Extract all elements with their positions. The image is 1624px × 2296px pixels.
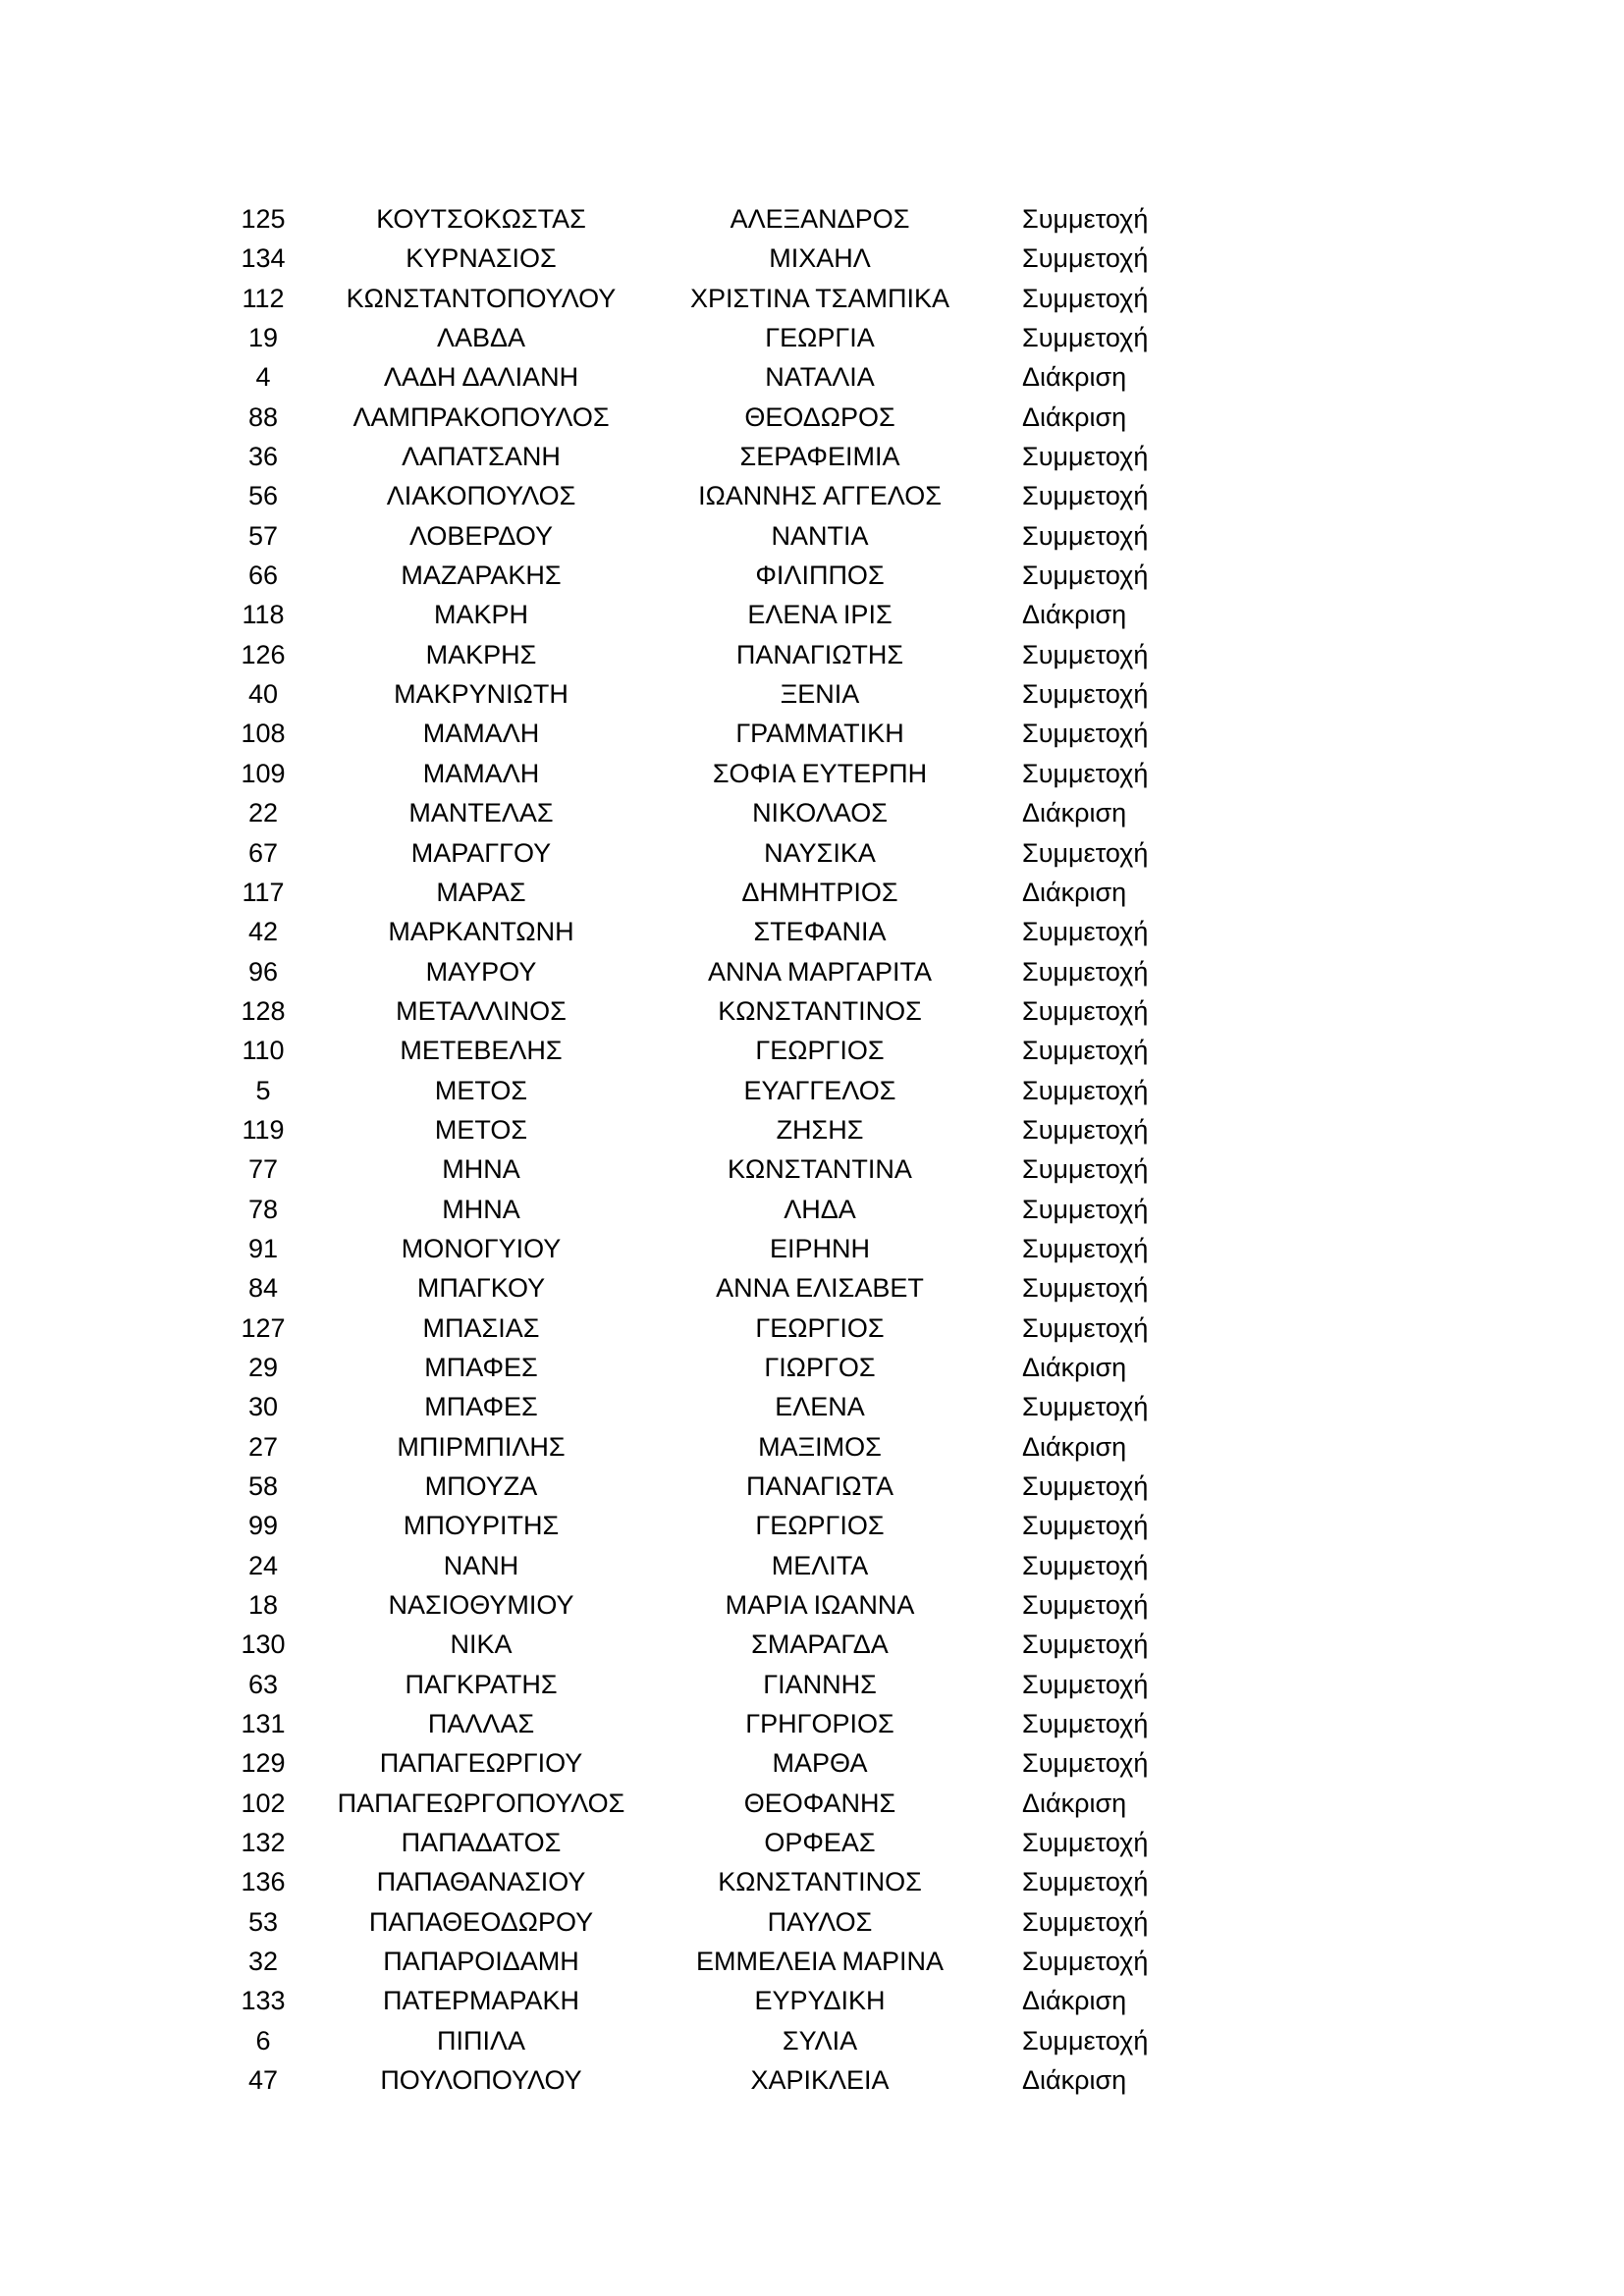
table-row xyxy=(0,1387,1624,1426)
participant-result: Συμμετοχή xyxy=(1022,1114,1149,1145)
participant-number: 78 xyxy=(247,1194,279,1224)
table-row xyxy=(0,833,1624,873)
participant-number: 42 xyxy=(247,917,279,947)
table-row xyxy=(0,357,1624,397)
table-row xyxy=(0,873,1624,912)
participant-first-name: ΓΕΩΡΓΙΟΣ xyxy=(755,1312,885,1343)
table-row xyxy=(0,199,1624,239)
participant-number: 127 xyxy=(241,1312,286,1343)
participant-number: 110 xyxy=(242,1036,285,1066)
participant-first-name: ΓΕΩΡΓΙΑ xyxy=(765,323,875,353)
participant-result: Συμμετοχή xyxy=(1022,1906,1149,1937)
table-row xyxy=(0,1071,1624,1110)
participant-first-name: ΝΑΥΣΙΚΑ xyxy=(764,837,876,868)
participant-first-name: ΠΑΝΑΓΙΩΤΗΣ xyxy=(735,639,904,669)
participant-surname: ΜΑΚΡΗΣ xyxy=(425,639,537,669)
participant-number: 136 xyxy=(241,1867,286,1897)
participant-first-name: ΓΡΗΓΟΡΙΟΣ xyxy=(745,1709,894,1739)
participant-result: Συμμετοχή xyxy=(1022,1194,1149,1224)
participant-result: Διάκριση xyxy=(1022,1788,1127,1818)
table-row xyxy=(0,516,1624,556)
participant-surname: ΜΠΟΥΡΙΤΗΣ xyxy=(403,1511,560,1541)
participant-surname: ΛΑΔΗ ΔΑΛΙΑΝΗ xyxy=(383,362,579,393)
participant-surname: ΜΑΖΑΡΑΚΗΣ xyxy=(401,561,562,591)
participant-first-name: ΓΕΩΡΓΙΟΣ xyxy=(755,1511,885,1541)
participant-result: Συμμετοχή xyxy=(1022,442,1149,472)
participant-surname: ΜΑΡΑΓΓΟΥ xyxy=(410,837,552,868)
participant-surname: ΝΙΚΑ xyxy=(450,1629,513,1660)
table-row xyxy=(0,912,1624,951)
participant-number: 36 xyxy=(247,442,279,472)
participant-first-name: ΣΜΑΡΑΓΔΑ xyxy=(751,1629,889,1660)
participant-surname: ΠΑΠΑΔΑΤΟΣ xyxy=(401,1828,562,1858)
participant-result: Διάκριση xyxy=(1022,1352,1127,1382)
participant-result: Συμμετοχή xyxy=(1022,1273,1149,1304)
participant-number: 130 xyxy=(241,1629,286,1660)
participant-surname: ΜΑΜΑΛΗ xyxy=(422,719,540,749)
participant-surname: ΠΙΠΙΛΑ xyxy=(436,2025,526,2056)
participant-result: Συμμετοχή xyxy=(1022,758,1149,788)
participant-first-name: ΓΡΑΜΜΑΤΙΚΗ xyxy=(735,719,904,749)
participant-number: 66 xyxy=(247,561,279,591)
participant-result: Συμμετοχή xyxy=(1022,1392,1149,1422)
participant-surname: ΠΑΠΑΓΕΩΡΓΟΠΟΥΛΟΣ xyxy=(337,1788,625,1818)
participant-result: Συμμετοχή xyxy=(1022,1036,1149,1066)
participant-first-name: ΝΑΝΤΙΑ xyxy=(771,520,869,551)
participant-surname: ΜΑΡΚΑΝΤΩΝΗ xyxy=(388,917,574,947)
participant-result: Διάκριση xyxy=(1022,798,1127,828)
participant-result: Συμμετοχή xyxy=(1022,1867,1149,1897)
participant-result: Συμμετοχή xyxy=(1022,1550,1149,1580)
participant-surname: ΠΑΓΚΡΑΤΗΣ xyxy=(405,1669,558,1699)
participant-number: 58 xyxy=(247,1471,279,1501)
participant-number: 40 xyxy=(247,679,279,710)
participant-surname: ΜΑΝΤΕΛΑΣ xyxy=(408,798,554,828)
participant-surname: ΠΑΠΑΓΕΩΡΓΙΟΥ xyxy=(379,1748,583,1779)
participant-number: 4 xyxy=(255,362,271,393)
participant-first-name: ΛΗΔΑ xyxy=(784,1194,856,1224)
table-row xyxy=(0,1229,1624,1268)
participant-first-name: ΕΙΡΗΝΗ xyxy=(769,1233,870,1263)
participant-surname: ΜΗΝΑ xyxy=(442,1154,520,1185)
participant-number: 119 xyxy=(242,1114,285,1145)
participant-first-name: ΘΕΟΔΩΡΟΣ xyxy=(744,401,895,432)
participant-result: Συμμετοχή xyxy=(1022,1947,1149,1977)
participant-first-name: ΕΥΑΓΓΕΛΟΣ xyxy=(743,1075,896,1105)
participant-result: Συμμετοχή xyxy=(1022,1828,1149,1858)
participant-number: 99 xyxy=(247,1511,279,1541)
participant-surname: ΚΥΡΝΑΣΙΟΣ xyxy=(406,243,557,274)
table-row xyxy=(0,674,1624,714)
participant-result: Συμμετοχή xyxy=(1022,283,1149,313)
participant-first-name: ΓΕΩΡΓΙΟΣ xyxy=(755,1036,885,1066)
table-row xyxy=(0,1942,1624,1981)
participant-first-name: ΘΕΟΦΑΝΗΣ xyxy=(743,1788,896,1818)
participant-surname: ΠΑΤΕΡΜΑΡΑΚΗ xyxy=(382,1986,580,2016)
table-row xyxy=(0,279,1624,318)
participant-surname: ΜΠΑΣΙΑΣ xyxy=(422,1312,540,1343)
participant-first-name: ΣΥΛΙΑ xyxy=(782,2025,858,2056)
participant-surname: ΜΟΝΟΓΥΙΟΥ xyxy=(401,1233,562,1263)
table-row xyxy=(0,952,1624,991)
participant-number: 6 xyxy=(255,2025,271,2056)
participant-surname: ΜΠΙΡΜΠΙΛΗΣ xyxy=(397,1431,566,1462)
participant-first-name: ΠΑΥΛΟΣ xyxy=(767,1906,873,1937)
participant-surname: ΠΑΠΑΘΑΝΑΣΙΟΥ xyxy=(376,1867,586,1897)
participant-result: Συμμετοχή xyxy=(1022,837,1149,868)
participant-number: 112 xyxy=(242,283,285,313)
table-row xyxy=(0,1743,1624,1783)
table-row xyxy=(0,1268,1624,1308)
table-row xyxy=(0,991,1624,1031)
table-row xyxy=(0,1784,1624,1823)
participant-surname: ΛΑΜΠΡΑΚΟΠΟΥΛΟΣ xyxy=(352,401,610,432)
participant-number: 57 xyxy=(247,520,279,551)
table-row xyxy=(0,318,1624,357)
participant-result: Συμμετοχή xyxy=(1022,719,1149,749)
participant-number: 126 xyxy=(241,639,286,669)
table-row xyxy=(0,714,1624,753)
participant-surname: ΜΑΥΡΟΥ xyxy=(425,956,537,987)
participant-first-name: ΑΝΝΑ ΕΛΙΣΑΒΕΤ xyxy=(716,1273,924,1304)
participant-first-name: ΖΗΣΗΣ xyxy=(776,1114,864,1145)
participant-result: Συμμετοχή xyxy=(1022,1075,1149,1105)
participant-first-name: ΣΟΦΙΑ ΕΥΤΕΡΠΗ xyxy=(712,758,928,788)
participant-first-name: ΧΡΙΣΤΙΝΑ ΤΣΑΜΠΙΚΑ xyxy=(690,283,949,313)
participant-surname: ΠΟΥΛΟΠΟΥΛΟΥ xyxy=(380,2065,582,2096)
participant-number: 91 xyxy=(247,1233,279,1263)
participant-surname: ΛΙΑΚΟΠΟΥΛΟΣ xyxy=(386,481,576,511)
participant-first-name: ΑΝΝΑ ΜΑΡΓΑΡΙΤΑ xyxy=(708,956,932,987)
participant-first-name: ΜΙΧΑΗΛ xyxy=(769,243,871,274)
table-row xyxy=(0,1862,1624,1901)
table-row xyxy=(0,1308,1624,1348)
table-row xyxy=(0,398,1624,437)
participant-surname: ΜΠΑΓΚΟΥ xyxy=(416,1273,546,1304)
participant-result: Συμμετοχή xyxy=(1022,2025,1149,2056)
participant-result: Συμμετοχή xyxy=(1022,204,1149,234)
participant-surname: ΜΗΝΑ xyxy=(442,1194,520,1224)
participant-number: 27 xyxy=(247,1431,279,1462)
participant-number: 132 xyxy=(241,1828,286,1858)
participant-number: 53 xyxy=(247,1906,279,1937)
participant-surname: ΜΑΜΑΛΗ xyxy=(422,758,540,788)
participant-number: 29 xyxy=(247,1352,279,1382)
participant-number: 56 xyxy=(247,481,279,511)
participant-result: Συμμετοχή xyxy=(1022,1748,1149,1779)
participant-result: Συμμετοχή xyxy=(1022,1233,1149,1263)
participant-first-name: ΑΛΕΞΑΝΔΡΟΣ xyxy=(730,204,910,234)
participant-result: Συμμετοχή xyxy=(1022,520,1149,551)
participant-result: Συμμετοχή xyxy=(1022,1154,1149,1185)
participant-result: Συμμετοχή xyxy=(1022,917,1149,947)
participant-result: Συμμετοχή xyxy=(1022,679,1149,710)
participant-surname: ΚΟΥΤΣΟΚΩΣΤΑΣ xyxy=(376,204,586,234)
participant-first-name: ΜΑΞΙΜΟΣ xyxy=(758,1431,882,1462)
participant-first-name: ΚΩΝΣΤΑΝΤΙΝΟΣ xyxy=(718,1867,922,1897)
table-row xyxy=(0,1981,1624,2020)
participant-surname: ΚΩΝΣΤΑΝΤΟΠΟΥΛΟΥ xyxy=(346,283,617,313)
table-row xyxy=(0,1149,1624,1189)
participant-number: 18 xyxy=(247,1590,279,1621)
participant-number: 63 xyxy=(247,1669,279,1699)
table-row xyxy=(0,635,1624,674)
participant-result: Συμμετοχή xyxy=(1022,481,1149,511)
participant-result: Συμμετοχή xyxy=(1022,1471,1149,1501)
participant-result: Συμμετοχή xyxy=(1022,995,1149,1026)
participant-first-name: ΜΑΡΙΑ ΙΩΑΝΝΑ xyxy=(725,1590,915,1621)
table-row xyxy=(0,1031,1624,1070)
participant-surname: ΜΑΚΡΥΝΙΩΤΗ xyxy=(394,679,568,710)
table-row xyxy=(0,1585,1624,1625)
participant-surname: ΜΕΤΑΛΛΙΝΟΣ xyxy=(396,995,567,1026)
table-row xyxy=(0,1110,1624,1149)
participant-first-name: ΧΑΡΙΚΛΕΙΑ xyxy=(750,2065,890,2096)
participant-number: 5 xyxy=(255,1075,271,1105)
participant-first-name: ΠΑΝΑΓΙΩΤΑ xyxy=(745,1471,894,1501)
participant-surname: ΜΕΤΕΒΕΛΗΣ xyxy=(400,1036,563,1066)
participant-first-name: ΔΗΜΗΤΡΙΟΣ xyxy=(741,877,898,907)
participant-number: 131 xyxy=(241,1709,286,1739)
participant-first-name: ΜΑΡΘΑ xyxy=(772,1748,868,1779)
participant-number: 67 xyxy=(247,837,279,868)
table-row xyxy=(0,556,1624,595)
participant-result: Διάκριση xyxy=(1022,600,1127,630)
participant-number: 47 xyxy=(247,2065,279,2096)
table-row xyxy=(0,1704,1624,1743)
participant-first-name: ΚΩΝΣΤΑΝΤΙΝΟΣ xyxy=(718,995,922,1026)
participant-surname: ΜΠΟΥΖΑ xyxy=(424,1471,538,1501)
participant-result: Συμμετοχή xyxy=(1022,1629,1149,1660)
table-row xyxy=(0,1625,1624,1664)
table-row xyxy=(0,2060,1624,2100)
participant-number: 117 xyxy=(242,877,285,907)
table-row xyxy=(0,437,1624,476)
participant-number: 19 xyxy=(247,323,279,353)
table-row xyxy=(0,1467,1624,1506)
table-row xyxy=(0,1546,1624,1585)
table-row xyxy=(0,1823,1624,1862)
participant-surname: ΝΑΣΙΟΘΥΜΙΟΥ xyxy=(388,1590,574,1621)
participant-number: 134 xyxy=(241,243,286,274)
participant-result: Διάκριση xyxy=(1022,1431,1127,1462)
participant-result: Συμμετοχή xyxy=(1022,1511,1149,1541)
participant-first-name: ΕΛΕΝΑ xyxy=(775,1392,865,1422)
participant-number: 109 xyxy=(241,758,286,788)
participant-result: Συμμετοχή xyxy=(1022,561,1149,591)
participant-result: Διάκριση xyxy=(1022,877,1127,907)
participant-number: 88 xyxy=(247,401,279,432)
participant-result: Συμμετοχή xyxy=(1022,243,1149,274)
participant-first-name: ΟΡΦΕΑΣ xyxy=(764,1828,876,1858)
participant-number: 133 xyxy=(241,1986,286,2016)
participant-result: Διάκριση xyxy=(1022,401,1127,432)
participant-number: 96 xyxy=(247,956,279,987)
participant-first-name: ΣΤΕΦΑΝΙΑ xyxy=(753,917,887,947)
participant-number: 129 xyxy=(241,1748,286,1779)
participant-first-name: ΣΕΡΑΦΕΙΜΙΑ xyxy=(739,442,900,472)
table-row xyxy=(0,1190,1624,1229)
participant-result: Συμμετοχή xyxy=(1022,1312,1149,1343)
participant-surname: ΜΑΡΑΣ xyxy=(436,877,526,907)
participant-number: 108 xyxy=(241,719,286,749)
participant-result: Συμμετοχή xyxy=(1022,639,1149,669)
table-row xyxy=(0,1427,1624,1467)
table-row xyxy=(0,1348,1624,1387)
participant-surname: ΜΑΚΡΗ xyxy=(433,600,529,630)
table-row xyxy=(0,595,1624,634)
participant-result: Διάκριση xyxy=(1022,362,1127,393)
participant-number: 32 xyxy=(247,1947,279,1977)
participant-first-name: ΕΥΡΥΔΙΚΗ xyxy=(754,1986,886,2016)
participant-first-name: ΕΜΜΕΛΕΙΑ ΜΑΡΙΝΑ xyxy=(695,1947,945,1977)
table-row xyxy=(0,239,1624,278)
participant-surname: ΠΑΠΑΡΟΙΔΑΜΗ xyxy=(383,1947,579,1977)
participant-number: 118 xyxy=(242,600,285,630)
participant-result: Διάκριση xyxy=(1022,2065,1127,2096)
participant-result: Διάκριση xyxy=(1022,1986,1127,2016)
participant-number: 84 xyxy=(247,1273,279,1304)
participant-first-name: ΝΑΤΑΛΙΑ xyxy=(765,362,875,393)
participant-result: Συμμετοχή xyxy=(1022,1590,1149,1621)
participant-number: 128 xyxy=(241,995,286,1026)
participant-surname: ΛΑΠΑΤΣΑΝΗ xyxy=(402,442,561,472)
participant-surname: ΜΠΑΦΕΣ xyxy=(424,1392,538,1422)
participant-number: 30 xyxy=(247,1392,279,1422)
participant-surname: ΝΑΝΗ xyxy=(443,1550,519,1580)
participant-surname: ΛΑΒΔΑ xyxy=(436,323,526,353)
participant-surname: ΜΕΤΟΣ xyxy=(434,1114,528,1145)
table-row xyxy=(0,2021,1624,2060)
table-row xyxy=(0,1902,1624,1942)
participant-first-name: ΓΙΩΡΓΟΣ xyxy=(764,1352,876,1382)
table-row xyxy=(0,476,1624,515)
participant-first-name: ΚΩΝΣΤΑΝΤΙΝΑ xyxy=(728,1154,912,1185)
participant-surname: ΛΟΒΕΡΔΟΥ xyxy=(408,520,554,551)
results-table xyxy=(0,199,1624,2101)
table-row xyxy=(0,1506,1624,1545)
participant-surname: ΜΠΑΦΕΣ xyxy=(424,1352,538,1382)
participant-first-name: ΦΙΛΙΠΠΟΣ xyxy=(755,561,885,591)
participant-first-name: ΙΩΑΝΝΗΣ ΑΓΓΕΛΟΣ xyxy=(698,481,942,511)
participant-number: 24 xyxy=(247,1550,279,1580)
table-row xyxy=(0,1665,1624,1704)
participant-result: Συμμετοχή xyxy=(1022,1669,1149,1699)
participant-first-name: ΜΕΛΙΤΑ xyxy=(771,1550,869,1580)
participant-first-name: ΞΕΝΙΑ xyxy=(780,679,860,710)
participant-result: Συμμετοχή xyxy=(1022,323,1149,353)
participant-surname: ΜΕΤΟΣ xyxy=(434,1075,528,1105)
participant-number: 102 xyxy=(241,1788,286,1818)
participant-surname: ΠΑΛΛΑΣ xyxy=(427,1709,535,1739)
participant-first-name: ΓΙΑΝΝΗΣ xyxy=(763,1669,877,1699)
table-row xyxy=(0,793,1624,832)
participant-number: 125 xyxy=(241,204,286,234)
participant-number: 77 xyxy=(247,1154,279,1185)
table-row xyxy=(0,754,1624,793)
participant-first-name: ΕΛΕΝΑ ΙΡΙΣ xyxy=(747,600,893,630)
participant-number: 22 xyxy=(247,798,279,828)
participant-surname: ΠΑΠΑΘΕΟΔΩΡΟΥ xyxy=(368,1906,594,1937)
participant-result: Συμμετοχή xyxy=(1022,1709,1149,1739)
participant-result: Συμμετοχή xyxy=(1022,956,1149,987)
participant-first-name: ΝΙΚΟΛΑΟΣ xyxy=(752,798,888,828)
